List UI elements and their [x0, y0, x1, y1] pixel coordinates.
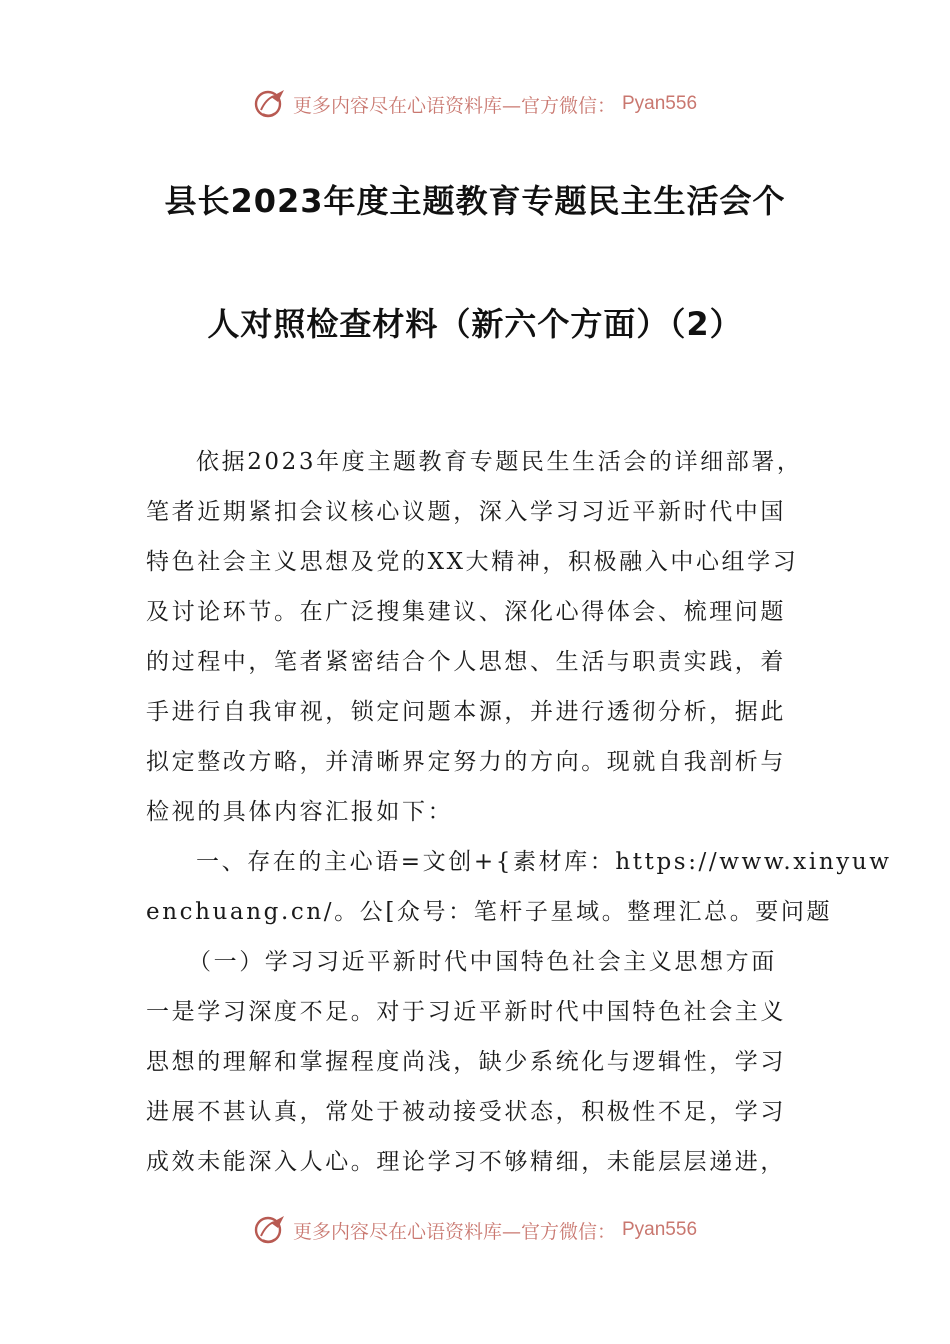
body-line: 思想的理解和掌握程度尚浅，缺少系统化与逻辑性，学习 — [146, 1049, 786, 1075]
watermark-wechat-id: Pyan556 — [622, 93, 698, 114]
body-line: 依据2023年度主题教育专题民生生活会的详细部署， — [196, 449, 803, 475]
document-title-line-1: 县长2023年度主题教育专题民主生活会个 — [164, 182, 786, 220]
document-title-line-2: 人对照检查材料（新六个方面）（2） — [207, 305, 743, 343]
body-line: 拟定整改方略，并清晰界定努力的方向。现就自我剖析与 — [146, 749, 786, 775]
body-line: 检视的具体内容汇报如下： — [146, 799, 454, 825]
section-heading: 一、存在的主心语=文创+{素材库：https://www.xinyuw — [196, 849, 892, 875]
body-line: 进展不甚认真，常处于被动接受状态，积极性不足，学习 — [146, 1099, 786, 1125]
body-line: 及讨论环节。在广泛搜集建议、深化心得体会、梳理问题 — [146, 599, 786, 625]
watermark-text: 更多内容尽在心语资料库—官方微信： — [292, 94, 616, 117]
watermark-wechat-id: Pyan556 — [622, 1219, 698, 1240]
pen-logo-icon — [253, 1213, 287, 1247]
body-line: 特色社会主义思想及党的XX大精神，积极融入中心组学习 — [146, 549, 799, 575]
body-line: 一是学习深度不足。对于习近平新时代中国特色社会主义 — [146, 999, 786, 1025]
body-line: enchuang.cn/。公[众号：笔杆子星域。整理汇总。要问题 — [146, 899, 833, 925]
body-line: 成效未能深入人心。理论学习不够精细，未能层层递进， — [146, 1149, 786, 1175]
document-body — [146, 437, 892, 1187]
body-line: 笔者近期紧扣会议核心议题，深入学习习近平新时代中国 — [146, 499, 786, 525]
watermark-text: 更多内容尽在心语资料库—官方微信： — [292, 1220, 616, 1243]
body-line: 手进行自我审视，锁定问题本源，并进行透彻分析，据此 — [146, 699, 786, 725]
subsection-heading: （一）学习习近平新时代中国特色社会主义思想方面 — [188, 949, 777, 975]
footer-watermark — [0, 1210, 950, 1250]
body-line: 的过程中，笔者紧密结合个人思想、生活与职责实践，着 — [146, 649, 786, 675]
header-watermark — [0, 84, 950, 124]
pen-logo-icon — [253, 87, 287, 121]
